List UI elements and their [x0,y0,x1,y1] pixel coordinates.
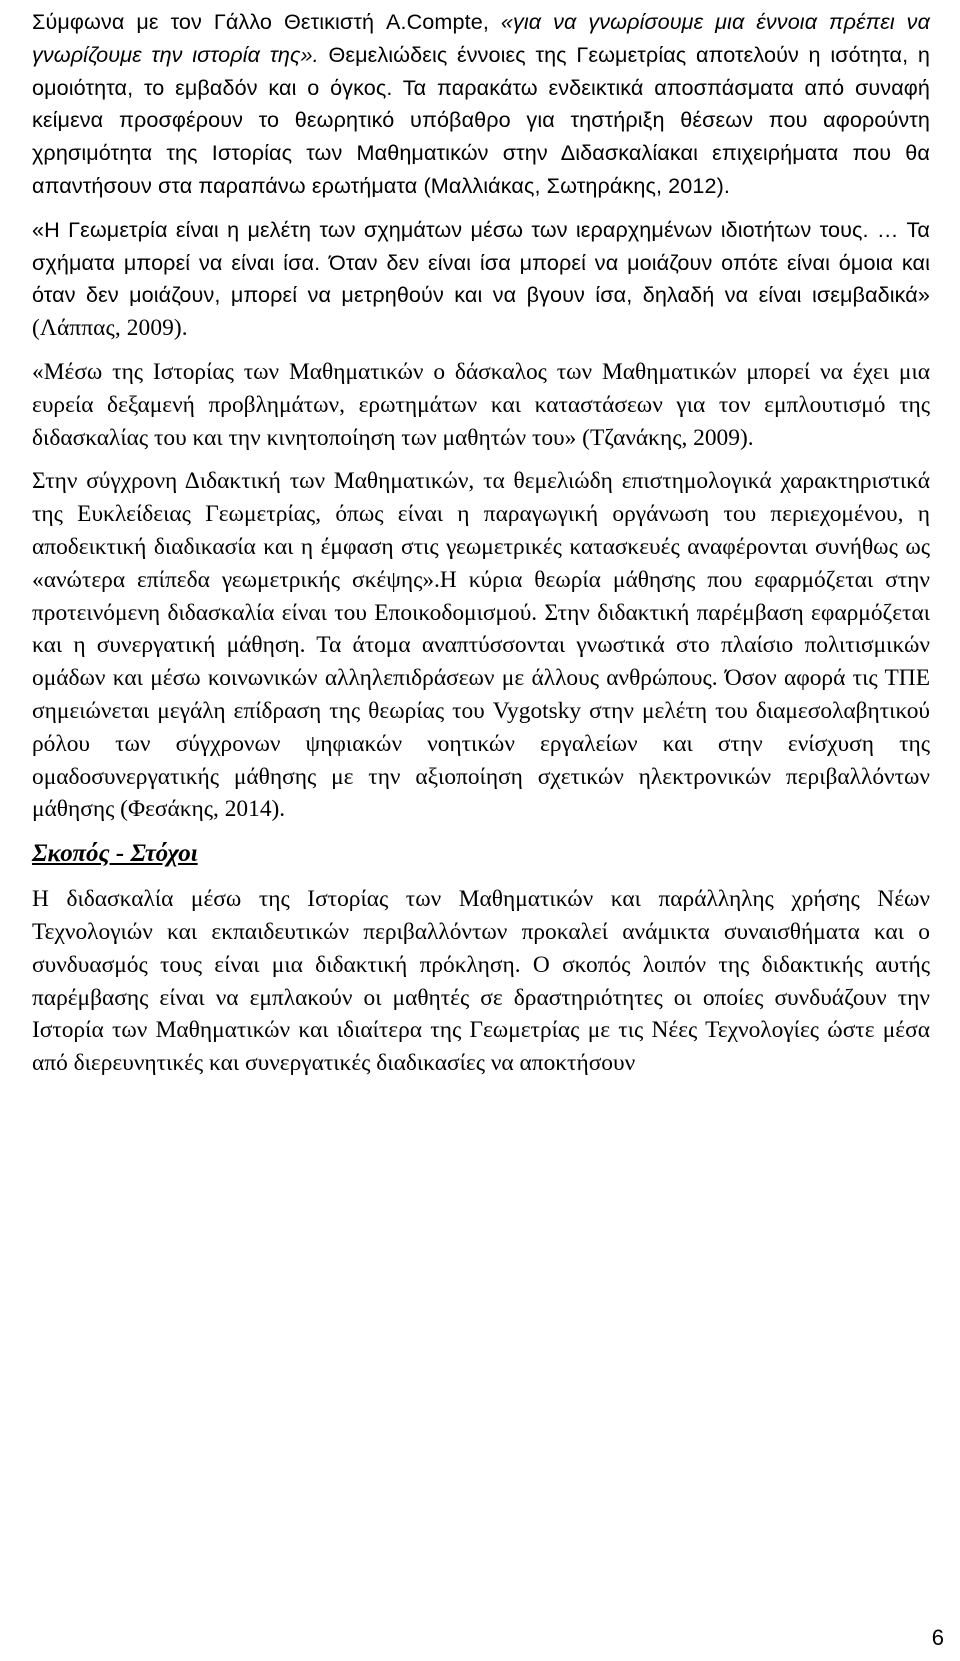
lappas-citation: (Λάππας, 2009). [32,315,188,342]
paragraph-lappas-quote [32,214,930,345]
intro-text-start: Σύμφωνα με τον Γάλλο Θετικιστή A.Compte, [32,9,501,34]
aims-text: Η διδασκαλία μέσω της Ιστορίας των Μαθηματικών και παράλληλης χρήσης Νέων Τεχνολογιών και εκπαιδευτικών περιβαλλόντων προκαλεί ανάμικτα συναισθήματα και ο συνδυασμός τους είναι μια διδακτική πρόκληση. Ο σκοπός λοιπόν της διδακτικής αυτής παρέμβασης είναι να εμπλακούν οι μαθητές σε δραστηριότητες οι οποίες συνδυάζουν την Ιστορία των Μαθηματικών και ιδιαίτερα της Γεωμετρίας με τις Νέες Τεχνολογίες ώστε μέσα από διερευνητικές και συνεργατικές διαδικασίες να αποκτήσουν [32,886,930,1077]
compte-quote: «για να γνωρίσουμε μια έννοια πρέπει να γνωρίζουμε την ιστορία της». [32,9,930,67]
paragraph-intro [32,6,930,203]
paragraph-aims [32,883,930,1080]
page-number: 6 [931,1625,944,1650]
tzanakis-quote-text: «Μέσω της Ιστορίας των Μαθηματικών ο δάσκαλος των Μαθηματικών μπορεί να έχει μια ευρεία δεξαμενή προβλημάτων, ερωτημάτων και καταστάσεων για τον εμπλουτισμό της διδασκαλίας του και την κινητοποίηση των μαθητών του» (Τζανάκης, 2009). [32,358,930,451]
paragraph-didactics [32,465,930,826]
didactics-text: Στην σύγχρονη Διδακτική των Μαθηματικών, τα θεμελιώδη επιστημολογικά χαρακτηριστικά της Ευκλείδειας Γεωμετρίας, όπως είναι η παραγωγική οργάνωση του περιεχομένου, η αποδεικτική διαδικασία και η έμφαση στις γεωμετρικές κατασκευές αναφέρονται συνήθως ως «ανώτερα επίπεδα γεωμετρικής σκέψης».Η κύρια θεωρία μάθησης που εφαρμόζεται στην προτεινόμενη διδασκαλία είναι του Εποικοδομισμού. Στην διδακτική παρέμβαση εφαρμόζεται και η συνεργατική μάθηση. Τα άτομα αναπτύσσονται γνωστικά στο πλαίσιο πολιτισμικών ομάδων και μέσω κοινωνικών αλληλεπιδράσεων με άλλους ανθρώπους. Όσον αφορά τις ΤΠΕ σημειώνεται μεγάλη επίδραση της θεωρίας του Vygotsky στην μελέτη του διαμεσολαβητικού ρόλου των σύγχρονων ψηφιακών νοητικών εργαλείων και στην ενίσχυση της ομαδοσυνεργατικής μάθησης με την αξιοποίηση σχετικών ηλεκτρονικών περιβαλλόντων μάθησης (Φεσάκης, 2014). [32,468,930,823]
document-page [32,6,930,1091]
section-heading-aims: Σκοπός - Στόχοι [32,840,198,868]
lappas-quote-text: «Η Γεωμετρία είναι η μελέτη των σχημάτων μέσω των ιεραρχημένων ιδιοτήτων τους. … Τα σχήματα μπορεί να είναι ίσα. Όταν δεν είναι ίσα μπορεί να μοιάζουν οπότε είναι όμοια και όταν δεν μοιάζουν, μπορεί να μετρηθούν και να βγουν ίσα, δηλαδή να είναι ισεμβαδικά» [32,216,930,308]
intro-text-end: Θεμελιώδεις έννοιες της Γεωμετρίας αποτελούν η ισότητα, η ομοιότητα, το εμβαδόν και ο όγκος. Τα παρακάτω ενδεικτικά αποσπάσματα από συναφή κείμενα προσφέρουν το θεωρητικό υπόβαθρο για τηστήριξη θέσεων που αφορούντη χρησιμότητα της Ιστορίας των Μαθηματικών στην Διδασκαλίακαι επιχειρήματα που θα απαντήσουν στα παραπάνω ερωτήματα (Μαλλιάκας, Σωτηράκης, 2012). [32,41,930,198]
paragraph-tzanakis-quote [32,356,930,454]
